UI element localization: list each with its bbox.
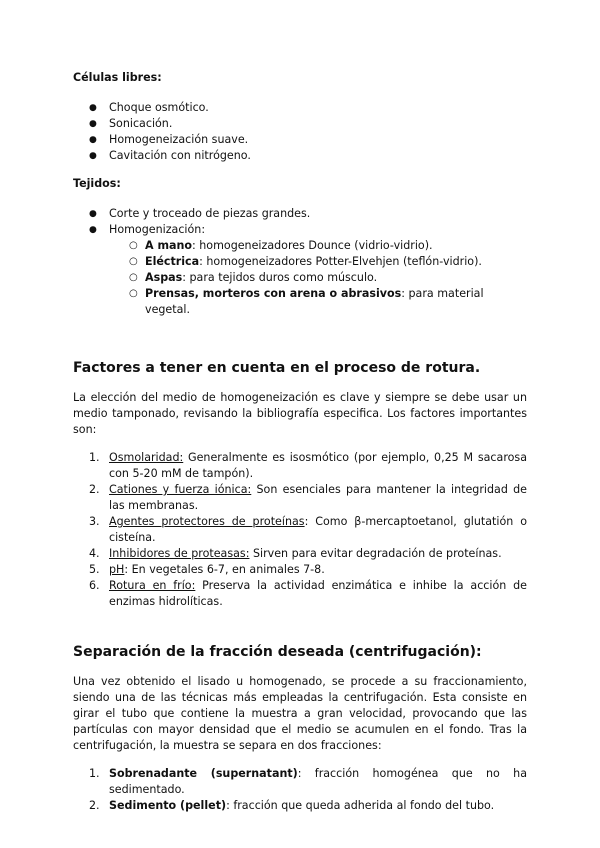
list-item: ● Sonicación. xyxy=(73,116,527,132)
list-item: ● Corte y troceado de piezas grandes. xyxy=(73,206,527,222)
list-item: 5. pH: En vegetales 6-7, en animales 7-8. xyxy=(89,563,325,576)
tejidos-list xyxy=(73,206,527,238)
document-page xyxy=(73,70,527,814)
celulas-title: Células libres: xyxy=(73,71,162,84)
separacion-heading: Separación de la fracción deseada (centrifugación): xyxy=(73,644,482,660)
separacion-intro: Una vez obtenido el lisado u homogenado, se procede a su fraccionamiento, siendo una de las técnicas más empleadas la centrifugación. Esta consiste en girar el tubo que contiene la muestra a gran velocidad, provocando que las partículas con mayor densidad que el medio se acumulen en el fondo. Tras la centrifugación, la muestra se separa en dos fracciones: xyxy=(73,675,527,752)
list-item: ● Homogenización: xyxy=(73,222,527,238)
list-item: 2. Sedimento (pellet): fracción que queda adherida al fondo del tubo. xyxy=(89,799,495,812)
factores-list xyxy=(73,450,527,610)
sublist-item: ○ Eléctrica: homogeneizadores Potter-Elvehjen (teflón-vidrio). xyxy=(73,254,527,270)
list-item: ● Cavitación con nitrógeno. xyxy=(73,148,527,164)
factores-heading: Factores a tener en cuenta en el proceso de rotura. xyxy=(73,360,481,376)
list-item: 4. Inhibidores de proteasas: Sirven para evitar degradación de proteínas. xyxy=(89,547,502,560)
sublist-item: ○ Aspas: para tejidos duros como músculo. xyxy=(73,270,527,286)
tejidos-title: Tejidos: xyxy=(73,177,121,190)
separacion-list xyxy=(73,766,527,814)
list-item: 1. Sobrenadante (supernatant): fracción homogénea que no ha sedimentado. xyxy=(89,767,527,796)
sublist-item: ○ A mano: homogeneizadores Dounce (vidrio-vidrio). xyxy=(73,238,527,254)
list-item: 3. Agentes protectores de proteínas: Como β-mercaptoetanol, glutatión o cisteína. xyxy=(89,515,527,544)
list-item: 1. Osmolaridad: Generalmente es isosmótico (por ejemplo, 0,25 M sacarosa con 5-20 mM de tampón). xyxy=(89,451,527,480)
list-item: 2. Cationes y fuerza iónica: Son esenciales para mantener la integridad de las membranas. xyxy=(89,483,527,512)
list-item: ● Choque osmótico. xyxy=(73,100,527,116)
homogenizacion-sublist xyxy=(73,238,527,318)
factores-intro: La elección del medio de homogeneización es clave y siempre se debe usar un medio tamponado, revisando la bibliografía especifica. Los factores importantes son: xyxy=(73,391,527,436)
list-item: ● Homogeneización suave. xyxy=(73,132,527,148)
list-item: 6. Rotura en frío: Preserva la actividad enzimática e inhibe la acción de enzimas hidrolíticas. xyxy=(89,579,527,608)
sublist-item: ○ Prensas, morteros con arena o abrasivos: para material vegetal. xyxy=(73,286,527,318)
celulas-list xyxy=(73,100,527,164)
